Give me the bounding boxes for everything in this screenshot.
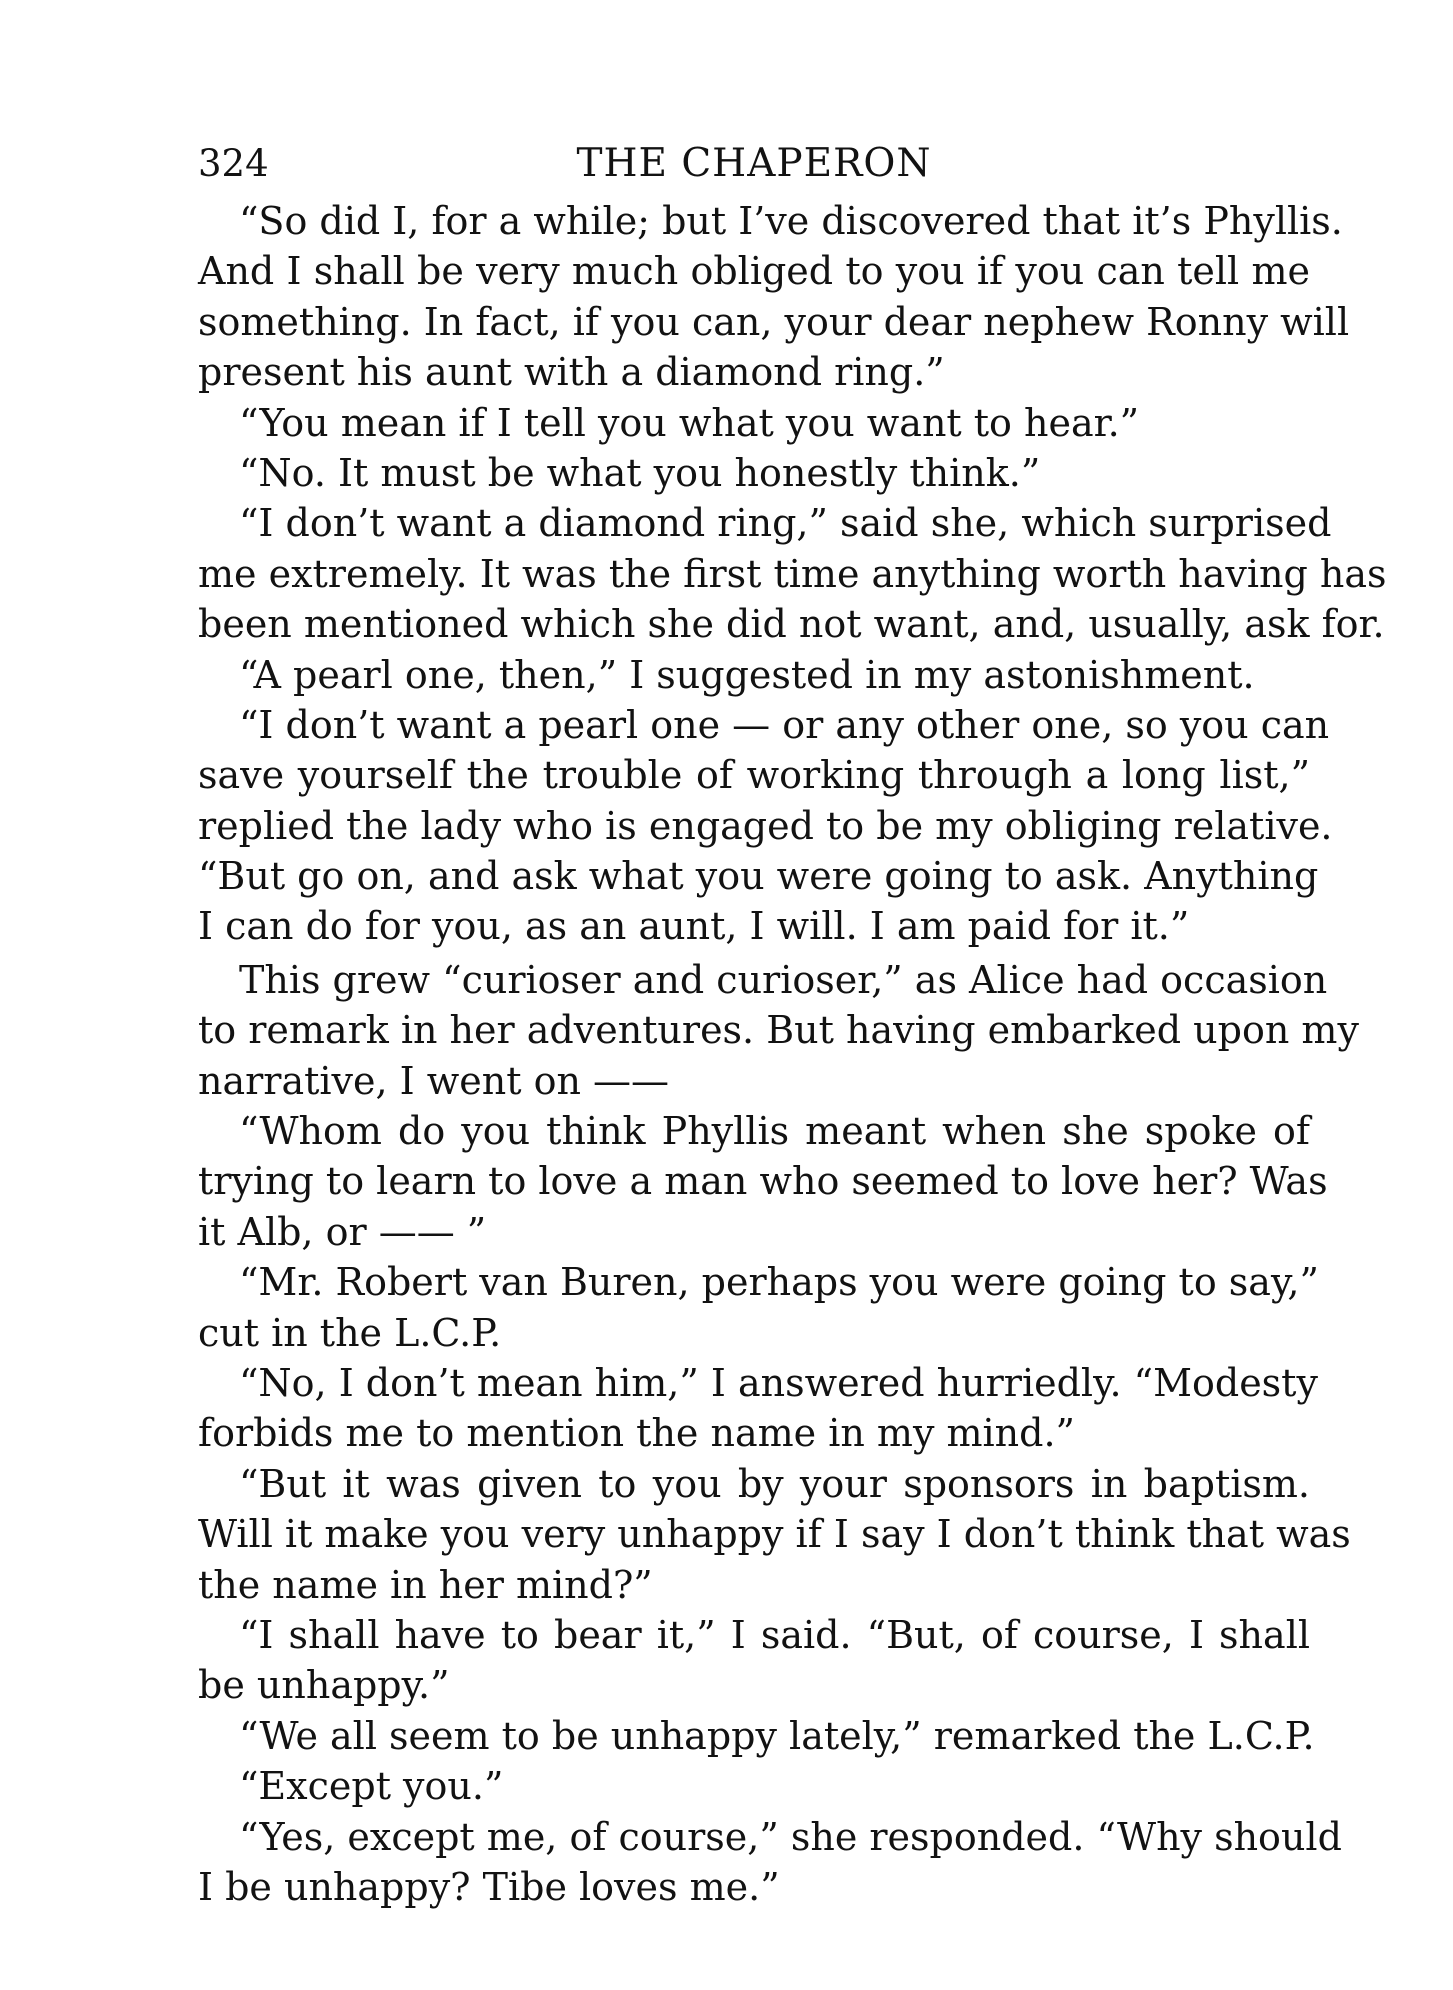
text-line: “Except you.”	[239, 1764, 504, 1809]
text-line: forbids me to mention the name in my mind.”	[198, 1411, 1075, 1456]
page-number: 324	[198, 142, 269, 185]
text-line: “But it was given to you by your sponsors in baptism.	[239, 1461, 1310, 1506]
text-line: “We all seem to be unhappy lately,” remarked the L.C.P.	[239, 1713, 1315, 1758]
text-line: present his aunt with a diamond ring.”	[198, 350, 945, 395]
text-line: “But go on, and ask what you were going to ask. Anything	[198, 854, 1319, 899]
text-line: to remark in her adventures. But having embarked upon my	[198, 1008, 1359, 1053]
text-line: save yourself the trouble of working through a long list,”	[198, 753, 1310, 798]
text-line: “Yes, except me, of course,” she responded. “Why should	[239, 1814, 1342, 1859]
text-line: cut in the L.C.P.	[198, 1310, 502, 1355]
text-line: narrative, I went on ——	[198, 1058, 670, 1103]
text-line: something. In fact, if you can, your dear nephew Ronny will	[198, 299, 1350, 344]
text-line: trying to learn to love a man who seemed to love her? Was	[198, 1159, 1328, 1204]
text-line: “Mr. Robert van Buren, perhaps you were going to say,”	[239, 1260, 1319, 1305]
text-line: Will it make you very unhappy if I say I don’t think that was	[198, 1512, 1351, 1557]
text-line: “I shall have to bear it,” I said. “But, of course, I shall	[239, 1612, 1310, 1657]
page-header	[198, 138, 1310, 190]
text-line: me extremely. It was the first time anything worth having has	[198, 551, 1387, 596]
text-line: This grew “curioser and curioser,” as Alice had occasion	[239, 957, 1328, 1002]
text-line: I be unhappy? Tibe loves me.”	[198, 1864, 780, 1909]
text-line: “No, I don’t mean him,” I answered hurriedly. “Modesty	[239, 1360, 1318, 1405]
text-line: “So did I, for a while; but I’ve discovered that it’s Phyllis.	[239, 199, 1343, 243]
text-line: “Whom do you think Phyllis meant when she spoke of	[239, 1109, 1310, 1154]
text-line: “A pearl one, then,” I suggested in my astonishment.	[239, 652, 1255, 697]
text-line: it Alb, or —— ”	[198, 1209, 487, 1254]
text-line: replied the lady who is engaged to be my obliging relative.	[198, 803, 1333, 848]
text-line: “I don’t want a pearl one — or any other one, so you can	[239, 702, 1330, 747]
text-line: been mentioned which she did not want, and, usually, ask for.	[198, 602, 1385, 647]
text-line: “I don’t want a diamond ring,” said she, which surprised	[239, 501, 1332, 546]
running-title: THE CHAPERON	[576, 141, 932, 186]
page-body-text	[198, 196, 1387, 1912]
text-line: “You mean if I tell you what you want to hear.”	[239, 400, 1140, 445]
text-line: I can do for you, as an aunt, I will. I am paid for it.”	[198, 904, 1190, 949]
text-line: the name in her mind?”	[198, 1562, 653, 1607]
text-line: be unhappy.”	[198, 1663, 450, 1708]
text-line: And I shall be very much obliged to you if you can tell me	[198, 249, 1310, 294]
text-line: “No. It must be what you honestly think.”	[239, 450, 1041, 495]
